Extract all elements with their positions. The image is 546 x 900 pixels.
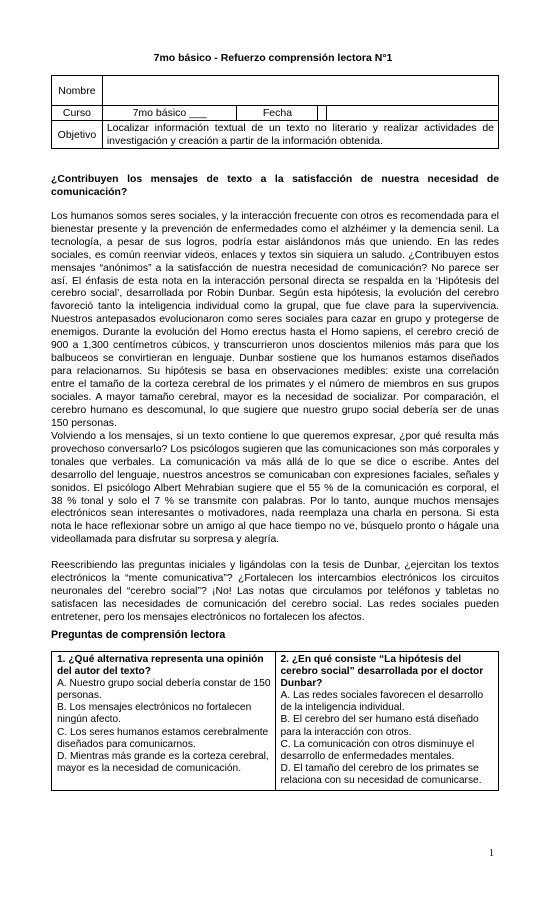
questions-heading: Preguntas de comprensión lectora — [51, 629, 226, 641]
question-1-option-b[interactable]: B. Los mensajes electrónicos no fortalecen ningún afecto. — [57, 702, 252, 726]
article-paragraph-2: Volviendo a los mensajes, si un texto contiene lo que queremos expresar, ¿por qué resulta más provechoso conversarlo? Los psicólogos sugieren que las comunicaciones son más corporales y tonales que verbales. La comunicación va más allá de lo que se dice o escribe. Antes del desarrollo del lenguaje, nuestros ancestros se comunicaban con expresiones faciales, señales y sonidos. El psicólogo Albert Mehrabian sugiere que el 55 % de la comunicación es corporal, el 38 % tonal y solo el 7 % se transmite con palabras. Por lo tanto, aunque muchos mensajes electrónicos sean interesantes o motivadores, nada reemplaza una charla en persona. Si esta nota le hace reflexionar sobre un amigo al que hace tiempo no ve, búsquelo pronto o hágale una videollamada para disfrutar su sorpresa y alegría. — [51, 431, 499, 546]
page-title: 7mo básico - Refuerzo comprensión lectora N°1 — [153, 52, 393, 64]
question-2-option-c[interactable]: C. La comunicación con otros disminuye el desarrollo de enfermedades mentales. — [280, 738, 475, 762]
question-2-option-b[interactable]: B. El cerebro del ser humano está diseñado para la interacción con otros. — [280, 714, 479, 738]
student-info-table — [51, 75, 499, 149]
objetivo-text: Localizar información textual de un texto no literario y realizar actividades de investigación y creación a partir de la información obtenida. — [102, 121, 498, 149]
question-2-title: 2. ¿En qué consiste “La hipótesis del cerebro social” desarrollada por el doctor Dunbar? — [280, 654, 484, 690]
question-1-option-a[interactable]: A. Nuestro grupo social debería constar de 150 personas. — [57, 678, 271, 702]
question-1-option-d[interactable]: D. Mientras más grande es la corteza cerebral, mayor es la necesidad de comunicación. — [57, 750, 269, 774]
nombre-label: Nombre — [52, 76, 103, 106]
article-heading: ¿Contribuyen los mensajes de texto a la satisfacción de nuestra necesidad de comunicación? — [51, 174, 499, 198]
nombre-field[interactable] — [102, 76, 498, 106]
question-1-option-c[interactable]: C. Los seres humanos estamos cerebralmente diseñados para comunicarnos. — [57, 726, 269, 750]
curso-label: Curso — [52, 106, 103, 121]
question-2 — [275, 652, 499, 791]
fecha-extra-field[interactable] — [327, 106, 499, 121]
question-1-title: 1. ¿Qué alternativa representa una opinión del autor del texto? — [57, 654, 264, 678]
article-paragraph-3: Reescribiendo las preguntas iniciales y ligándolas con la tesis de Dunbar, ¿ejercitan los textos electrónicos la “mente comunicativa”? ¿Fortalecen los intercambios electrónicos los circuitos neuronales del “cerebro social”? ¡No! Las notas que circulamos por teléfonos y tabletas no satisfacen las necesidades de comunicación del cerebro social. Las redes sociales pueden entretener, pero los mensajes electrónicos no fortalecen los afectos. — [51, 560, 499, 623]
questions-table — [51, 651, 499, 791]
page-number: 1 — [489, 848, 494, 859]
fecha-field[interactable] — [318, 106, 327, 121]
fecha-label: Fecha — [237, 106, 318, 121]
objetivo-label: Objetivo — [52, 121, 103, 149]
question-2-option-a[interactable]: A. Las redes sociales favorecen el desarrollo de la inteligencia individual. — [280, 690, 484, 714]
question-2-option-d[interactable]: D. El tamaño del cerebro de los primates se relaciona con su necesidad de comunicarse. — [280, 762, 482, 786]
article-paragraph-1: Los humanos somos seres sociales, y la interacción frecuente con otros es recomendada para el bienestar presente y la prevención de enfermedades como el alzhéimer y la demencia senil. La tecnología, a pesar de sus logros, podría estar aislándonos más que uniendo. En las redes sociales, es común reenviar videos, enlaces y textos sin siquiera un saludo. ¿Contribuyen estos mensajes “anónimos” a la satisfacción de nuestra necesidad de comunicación? No parece ser así. El énfasis de esta nota en la interacción personal directa se respalda en la ‘Hipótesis del cerebro social’, desarrollada por Robin Dunbar. Según esta hipótesis, la evolución del cerebro favoreció tanto la inteligencia individual como la grupal, que fue clave para la supervivencia. Nuestros antepasados evolucionaron como seres sociales para cazar en grupo y protegerse de enemigos. Durante la evolución del Homo erectus hasta el Homo sapiens, el cerebro creció de 900 a 1,300 centímetros cúbicos, y transcurrieron unos doscientos milenios más para que los balbuceos se convirtieran en lenguaje. Dunbar sostiene que los humanos estamos diseñados para relacionarnos. Su hipótesis se basa en observaciones medibles: existe una correlación entre el tamaño de la corteza cerebral de los primates y el número de miembros en sus grupos sociales. A mayor tamaño cerebral, mayor es la necesidad de socializar. Por comparación, el cerebro humano es descomunal, lo que sugiere que nuestro grupo social debería ser de unas 150 personas. — [51, 211, 499, 429]
question-1 — [52, 652, 276, 791]
curso-value: 7mo básico ___ — [102, 106, 237, 121]
